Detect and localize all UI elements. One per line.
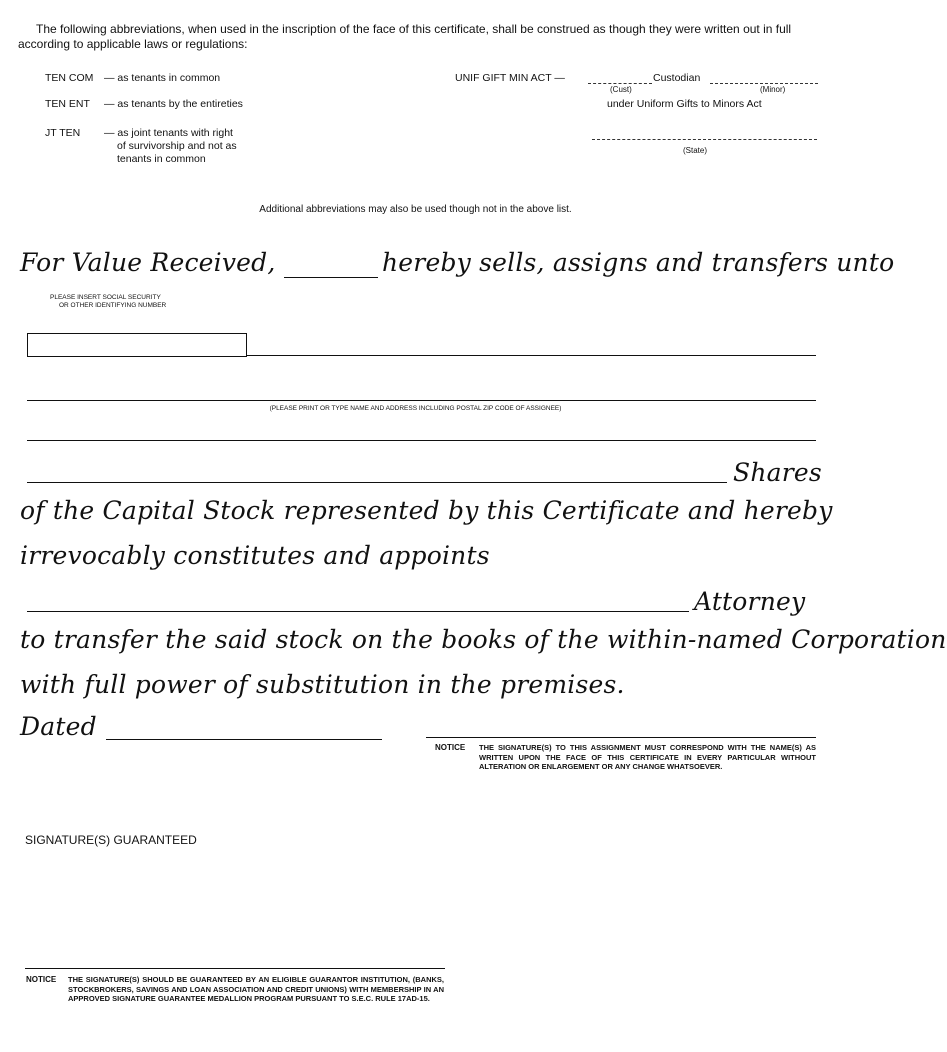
notice-1-text: THE SIGNATURE(S) TO THIS ASSIGNMENT MUST CORRESPOND WITH THE NAME(S) AS WRITTEN UPON THE FACE OF THIS CERTIFICATE IN EVERY PARTICULAR WITHOUT ALTERATION OR ENLARGEMENT OR ANY CHANGE WHATSOEVER. bbox=[479, 743, 816, 771]
assignor-blank[interactable] bbox=[284, 277, 378, 278]
abbrev-jt-ten-meaning: — as joint tenants with right bbox=[104, 127, 233, 139]
dated-blank[interactable] bbox=[106, 739, 382, 740]
assignee-line-1[interactable] bbox=[246, 355, 816, 356]
assignee-line-3[interactable] bbox=[27, 440, 816, 441]
state-blank[interactable] bbox=[592, 139, 817, 140]
abbrev-ten-ent-meaning: — as tenants by the entireties bbox=[104, 98, 243, 110]
state-caption: (State) bbox=[683, 146, 708, 155]
intro-paragraph: The following abbreviations, when used in the inscription of the face of this certificate, shall be construed as though they were written out in full according to applicable laws or regulations: bbox=[18, 22, 792, 51]
shares-word: Shares bbox=[733, 458, 822, 487]
dated-label: Dated bbox=[20, 712, 97, 741]
to-transfer-text: to transfer the said stock on the books of the within-named Corporation bbox=[20, 625, 947, 654]
abbrev-ten-com-meaning: — as tenants in common bbox=[104, 72, 221, 84]
notice-1-tag: NOTICE bbox=[435, 743, 466, 752]
cust-caption: (Cust) bbox=[610, 85, 632, 94]
full-power-text: with full power of substitution in the premises. bbox=[20, 670, 625, 699]
ssn-label-2: OR OTHER IDENTIFYING NUMBER bbox=[59, 302, 167, 309]
unif-gift-label: UNIF GIFT MIN ACT — bbox=[455, 72, 565, 84]
minor-blank[interactable] bbox=[710, 83, 818, 84]
minor-caption: (Minor) bbox=[760, 85, 786, 94]
notice-2-tag: NOTICE bbox=[26, 975, 57, 984]
irrevocably-text: irrevocably constitutes and appoints bbox=[20, 541, 490, 570]
for-value-received: For Value Received, bbox=[20, 248, 276, 277]
assignee-line-2[interactable] bbox=[27, 400, 816, 401]
abbrev-jt-ten-code: JT TEN bbox=[45, 127, 81, 139]
sells-assigns-text: hereby sells, assigns and transfers unto bbox=[382, 248, 895, 277]
signature-guaranteed-label: SIGNATURE(S) GUARANTEED bbox=[25, 833, 197, 847]
under-act-text: under Uniform Gifts to Minors Act bbox=[607, 98, 762, 110]
abbrev-ten-ent-code: TEN ENT bbox=[45, 98, 90, 110]
signature-line[interactable] bbox=[426, 737, 816, 738]
abbrev-jt-ten-meaning-2: of survivorship and not as bbox=[117, 140, 237, 152]
notice-2-text: THE SIGNATURE(S) SHOULD BE GUARANTEED BY AN ELIGIBLE GUARANTOR INSTITUTION, (BANKS, STOCKBROKERS, SAVINGS AND LOAN ASSOCIATION AND CREDIT UNIONS) WITH MEMBERSHIP IN AN APPROVED SIGNATURE GUARANTEE MEDALLION PROGRAM PURSUANT TO S.E.C. RULE 17AD-15. bbox=[68, 975, 444, 1003]
additional-abbrev-note: Additional abbreviations may also be used though not in the above list. bbox=[259, 204, 572, 215]
guarantor-signature-line[interactable] bbox=[25, 968, 445, 969]
abbrev-jt-ten-meaning-3: tenants in common bbox=[117, 153, 206, 165]
abbrev-ten-com-code: TEN COM bbox=[45, 72, 94, 84]
shares-blank[interactable] bbox=[27, 482, 727, 483]
cust-blank[interactable] bbox=[588, 83, 652, 84]
capital-stock-text: of the Capital Stock represented by this Certificate and hereby bbox=[20, 496, 833, 525]
custodian-label: Custodian bbox=[653, 72, 701, 84]
print-name-caption: (PLEASE PRINT OR TYPE NAME AND ADDRESS INCLUDING POSTAL ZIP CODE OF ASSIGNEE) bbox=[269, 405, 562, 412]
attorney-blank[interactable] bbox=[27, 611, 689, 612]
attorney-word: Attorney bbox=[694, 587, 806, 616]
ssn-input-box[interactable] bbox=[27, 333, 247, 357]
ssn-label-1: PLEASE INSERT SOCIAL SECURITY bbox=[50, 294, 161, 301]
